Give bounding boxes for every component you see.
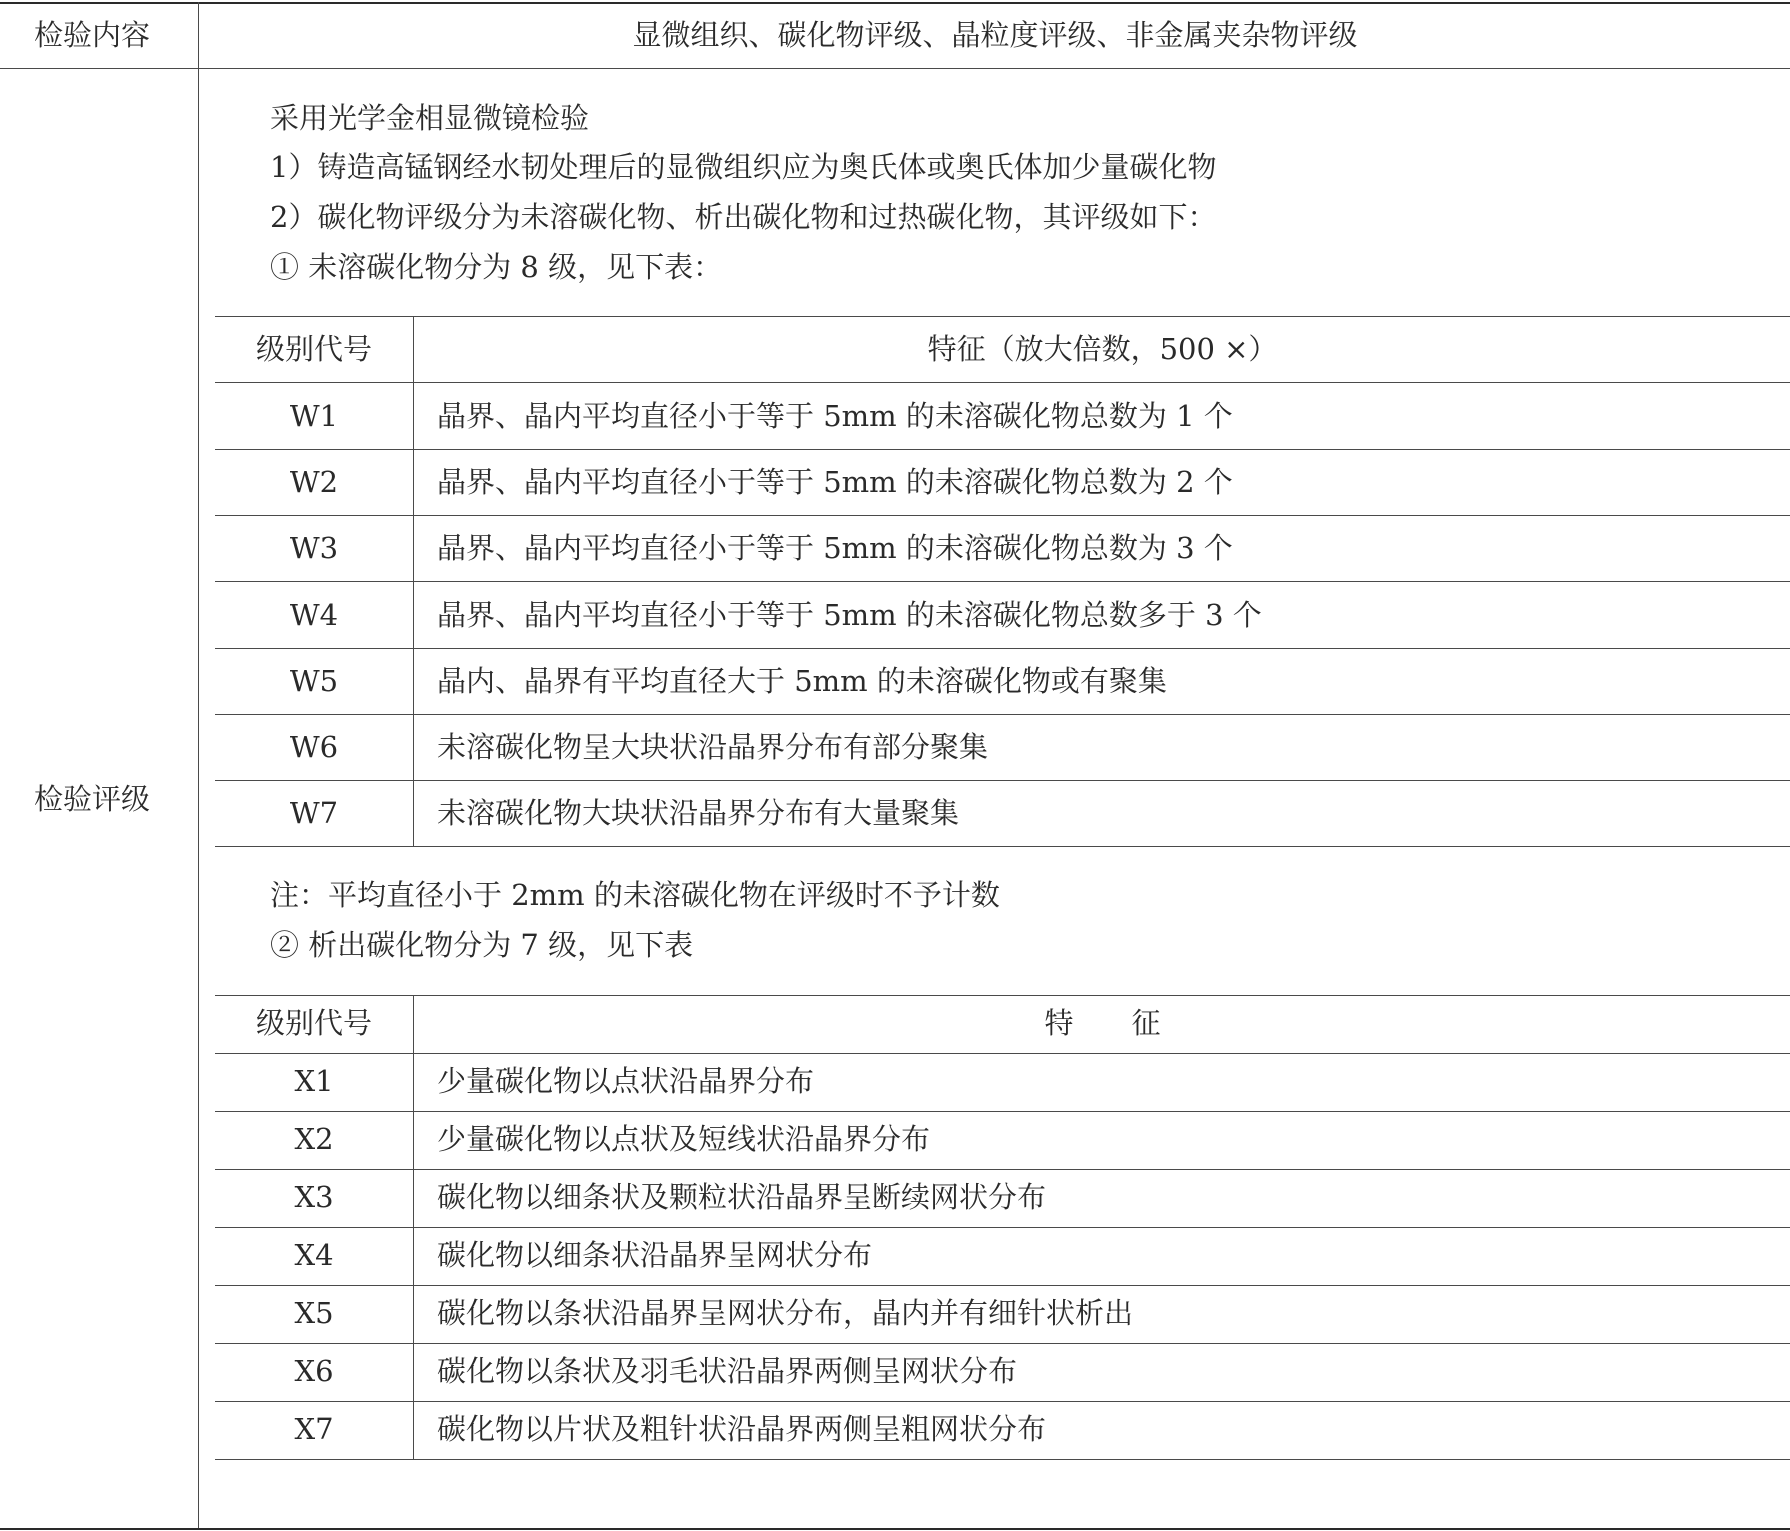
table1-row-desc: 晶界、晶内平均直径小于等于 5mm 的未溶碳化物总数为 2 个 — [437, 465, 1233, 499]
table2-row-desc: 碳化物以条状沿晶界呈网状分布，晶内并有细针状析出 — [437, 1296, 1134, 1330]
table1-row-code: W5 — [289, 664, 339, 698]
table1-row-desc: 未溶碳化物呈大块状沿晶界分布有部分聚集 — [437, 730, 989, 764]
table2-top-border — [215, 995, 1790, 996]
bottom-border — [0, 1528, 1790, 1530]
table1-row-code: W6 — [289, 730, 339, 764]
table1-row-line — [215, 581, 1790, 582]
table2-bottom-border — [215, 1459, 1790, 1460]
table1-header-feature: 特征（放大倍数，500 ×） — [927, 332, 1278, 366]
intro-line-3: 2）碳化物评级分为未溶碳化物、析出碳化物和过热碳化物，其评级如下： — [270, 200, 1217, 234]
table1-row-desc: 晶内、晶界有平均直径大于 5mm 的未溶碳化物或有聚集 — [437, 664, 1167, 698]
table2-row-code: X2 — [294, 1122, 334, 1156]
table2-row-code: X1 — [294, 1064, 334, 1098]
header-label: 检验内容 — [34, 18, 151, 52]
table2-row-desc: 碳化物以条状及羽毛状沿晶界两侧呈网状分布 — [437, 1354, 1018, 1388]
table2-column-divider — [413, 995, 414, 1459]
table2-header-feature: 特 征 — [1044, 1006, 1161, 1040]
top-border — [0, 2, 1790, 4]
header-bottom-border — [0, 68, 1790, 69]
table2-header-code: 级别代号 — [255, 1006, 372, 1040]
note-line-1: 注：平均直径小于 2mm 的未溶碳化物在评级时不予计数 — [270, 878, 1000, 912]
table2-row-desc: 碳化物以细条状及颗粒状沿晶界呈断续网状分布 — [437, 1180, 1047, 1214]
table2-row-line — [215, 1169, 1790, 1170]
table2-row-line — [215, 1343, 1790, 1344]
side-label: 检验评级 — [34, 782, 151, 816]
table2-row-line — [215, 1227, 1790, 1228]
table2-row-code: X7 — [294, 1412, 334, 1446]
table2-row-line — [215, 1401, 1790, 1402]
table2-row-line — [215, 1053, 1790, 1054]
table2-row-desc: 少量碳化物以点状及短线状沿晶界分布 — [437, 1122, 931, 1156]
table1-row-code: W7 — [289, 796, 339, 830]
table1-row-line — [215, 714, 1790, 715]
table1-row-line — [215, 449, 1790, 450]
table1-top-border — [215, 316, 1790, 317]
intro-line-1: 采用光学金相显微镜检验 — [270, 101, 590, 135]
table2-row-code: X6 — [294, 1354, 334, 1388]
table1-row-code: W1 — [289, 399, 339, 433]
table1-column-divider — [413, 316, 414, 846]
table1-row-code: W4 — [289, 598, 339, 632]
table1-bottom-border — [215, 846, 1790, 847]
table1-row-desc: 晶界、晶内平均直径小于等于 5mm 的未溶碳化物总数多于 3 个 — [437, 598, 1262, 632]
table2-row-desc: 碳化物以细条状沿晶界呈网状分布 — [437, 1238, 873, 1272]
table1-row-line — [215, 780, 1790, 781]
table2-row-line — [215, 1285, 1790, 1286]
table1-header-code: 级别代号 — [255, 332, 372, 366]
table2-row-code: X4 — [294, 1238, 334, 1272]
table1-row-line — [215, 648, 1790, 649]
table2-row-desc: 碳化物以片状及粗针状沿晶界两侧呈粗网状分布 — [437, 1412, 1047, 1446]
table1-row-code: W2 — [289, 465, 339, 499]
header-content: 显微组织、碳化物评级、晶粒度评级、非金属夹杂物评级 — [632, 18, 1358, 52]
intro-line-2: 1）铸造高锰钢经水韧处理后的显微组织应为奥氏体或奥氏体加少量碳化物 — [270, 150, 1217, 184]
table2-row-code: X3 — [294, 1180, 334, 1214]
note-line-2: ② 析出碳化物分为 7 级，见下表 — [270, 928, 694, 962]
table2-row-line — [215, 1111, 1790, 1112]
table1-row-line — [215, 515, 1790, 516]
table1-row-line — [215, 382, 1790, 383]
column-divider — [198, 2, 199, 1528]
table1-row-code: W3 — [289, 531, 339, 565]
table2-row-desc: 少量碳化物以点状沿晶界分布 — [437, 1064, 815, 1098]
table1-row-desc: 未溶碳化物大块状沿晶界分布有大量聚集 — [437, 796, 960, 830]
table1-row-desc: 晶界、晶内平均直径小于等于 5mm 的未溶碳化物总数为 1 个 — [437, 399, 1233, 433]
table2-row-code: X5 — [294, 1296, 334, 1330]
intro-line-4: ① 未溶碳化物分为 8 级，见下表： — [270, 250, 723, 284]
table1-row-desc: 晶界、晶内平均直径小于等于 5mm 的未溶碳化物总数为 3 个 — [437, 531, 1233, 565]
